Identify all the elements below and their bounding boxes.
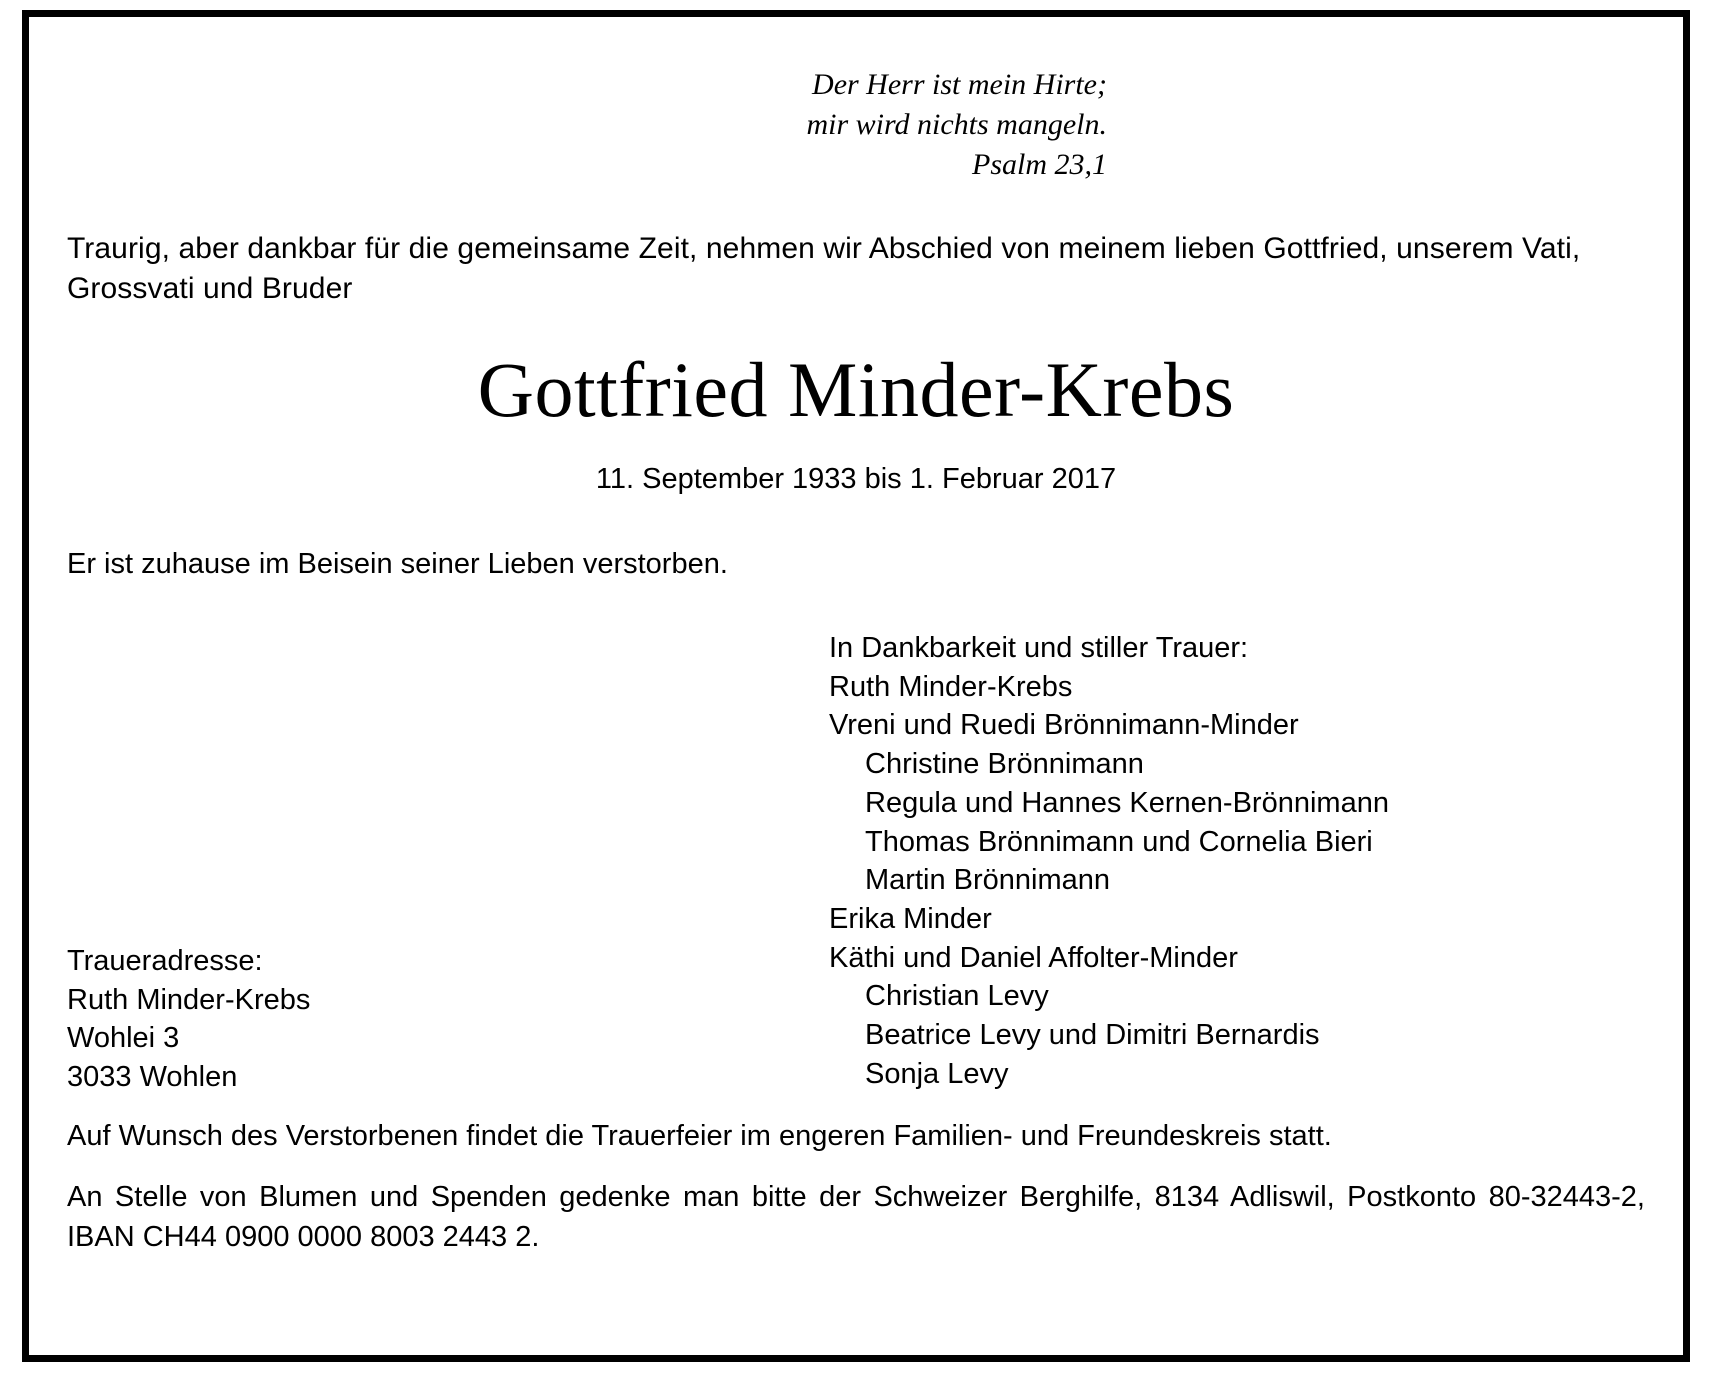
bible-verse [67, 65, 1645, 185]
mourners-list [829, 629, 1389, 1093]
footer-notes [67, 1117, 1645, 1257]
verse-line-1: Der Herr ist mein Hirte; [812, 68, 1107, 101]
mourner-entry: Beatrice Levy und Dimitri Bernardis [865, 1019, 1320, 1052]
address-street: Wohlei 3 [67, 1022, 180, 1055]
notice-content [29, 17, 1683, 1355]
address-name: Ruth Minder-Krebs [67, 983, 311, 1016]
mourner-entry: Käthi und Daniel Affolter-Minder [829, 941, 1238, 974]
death-note: Er ist zuhause im Beisein seiner Lieben verstorben. [67, 548, 728, 581]
verse-line-2: mir wird nichts mangeln. [806, 107, 1107, 141]
deceased-name: Gottfried Minder-Krebs [477, 346, 1235, 434]
address-city: 3033 Wohlen [67, 1061, 238, 1094]
mourner-entry: Erika Minder [829, 902, 992, 935]
intro-paragraph: Traurig, aber dankbar für die gemeinsame Zeit, nehmen wir Abschied von meinem lieben Gottfried, unserem Vati, Grossvati und Bruder [67, 231, 1581, 305]
donations-note: An Stelle von Blumen und Spenden gedenke man bitte der Schweizer Berghilfe, 8134 Adliswil, Postkonto 80-32443-2, IBAN CH44 0900 0000 8003 2443 2. [67, 1181, 1645, 1253]
mourner-entry: Sonja Levy [865, 1057, 1009, 1090]
mourner-entry: Ruth Minder-Krebs [829, 670, 1073, 703]
verse-reference: Psalm 23,1 [972, 147, 1107, 181]
mourner-entry: Vreni und Ruedi Brönnimann-Minder [829, 709, 1299, 742]
mourners-and-address [67, 629, 1645, 1099]
obituary-notice [22, 10, 1690, 1362]
ceremony-note: Auf Wunsch des Verstorbenen findet die Trauerfeier im engeren Familien- und Freundeskreis statt. [67, 1120, 1332, 1153]
mourner-entry: Christine Brönnimann [865, 748, 1144, 781]
mourner-entry: Martin Brönnimann [865, 864, 1110, 897]
address-label: Traueradresse: [67, 945, 263, 978]
mourning-address [67, 942, 310, 1097]
mourners-heading: In Dankbarkeit und stiller Trauer: [829, 632, 1249, 665]
mourner-entry: Christian Levy [865, 980, 1049, 1013]
life-dates: 11. September 1933 bis 1. Februar 2017 [595, 463, 1117, 496]
mourner-entry: Thomas Brönnimann und Cornelia Bieri [865, 825, 1373, 858]
mourner-entry: Regula und Hannes Kernen-Brönnimann [865, 786, 1389, 819]
